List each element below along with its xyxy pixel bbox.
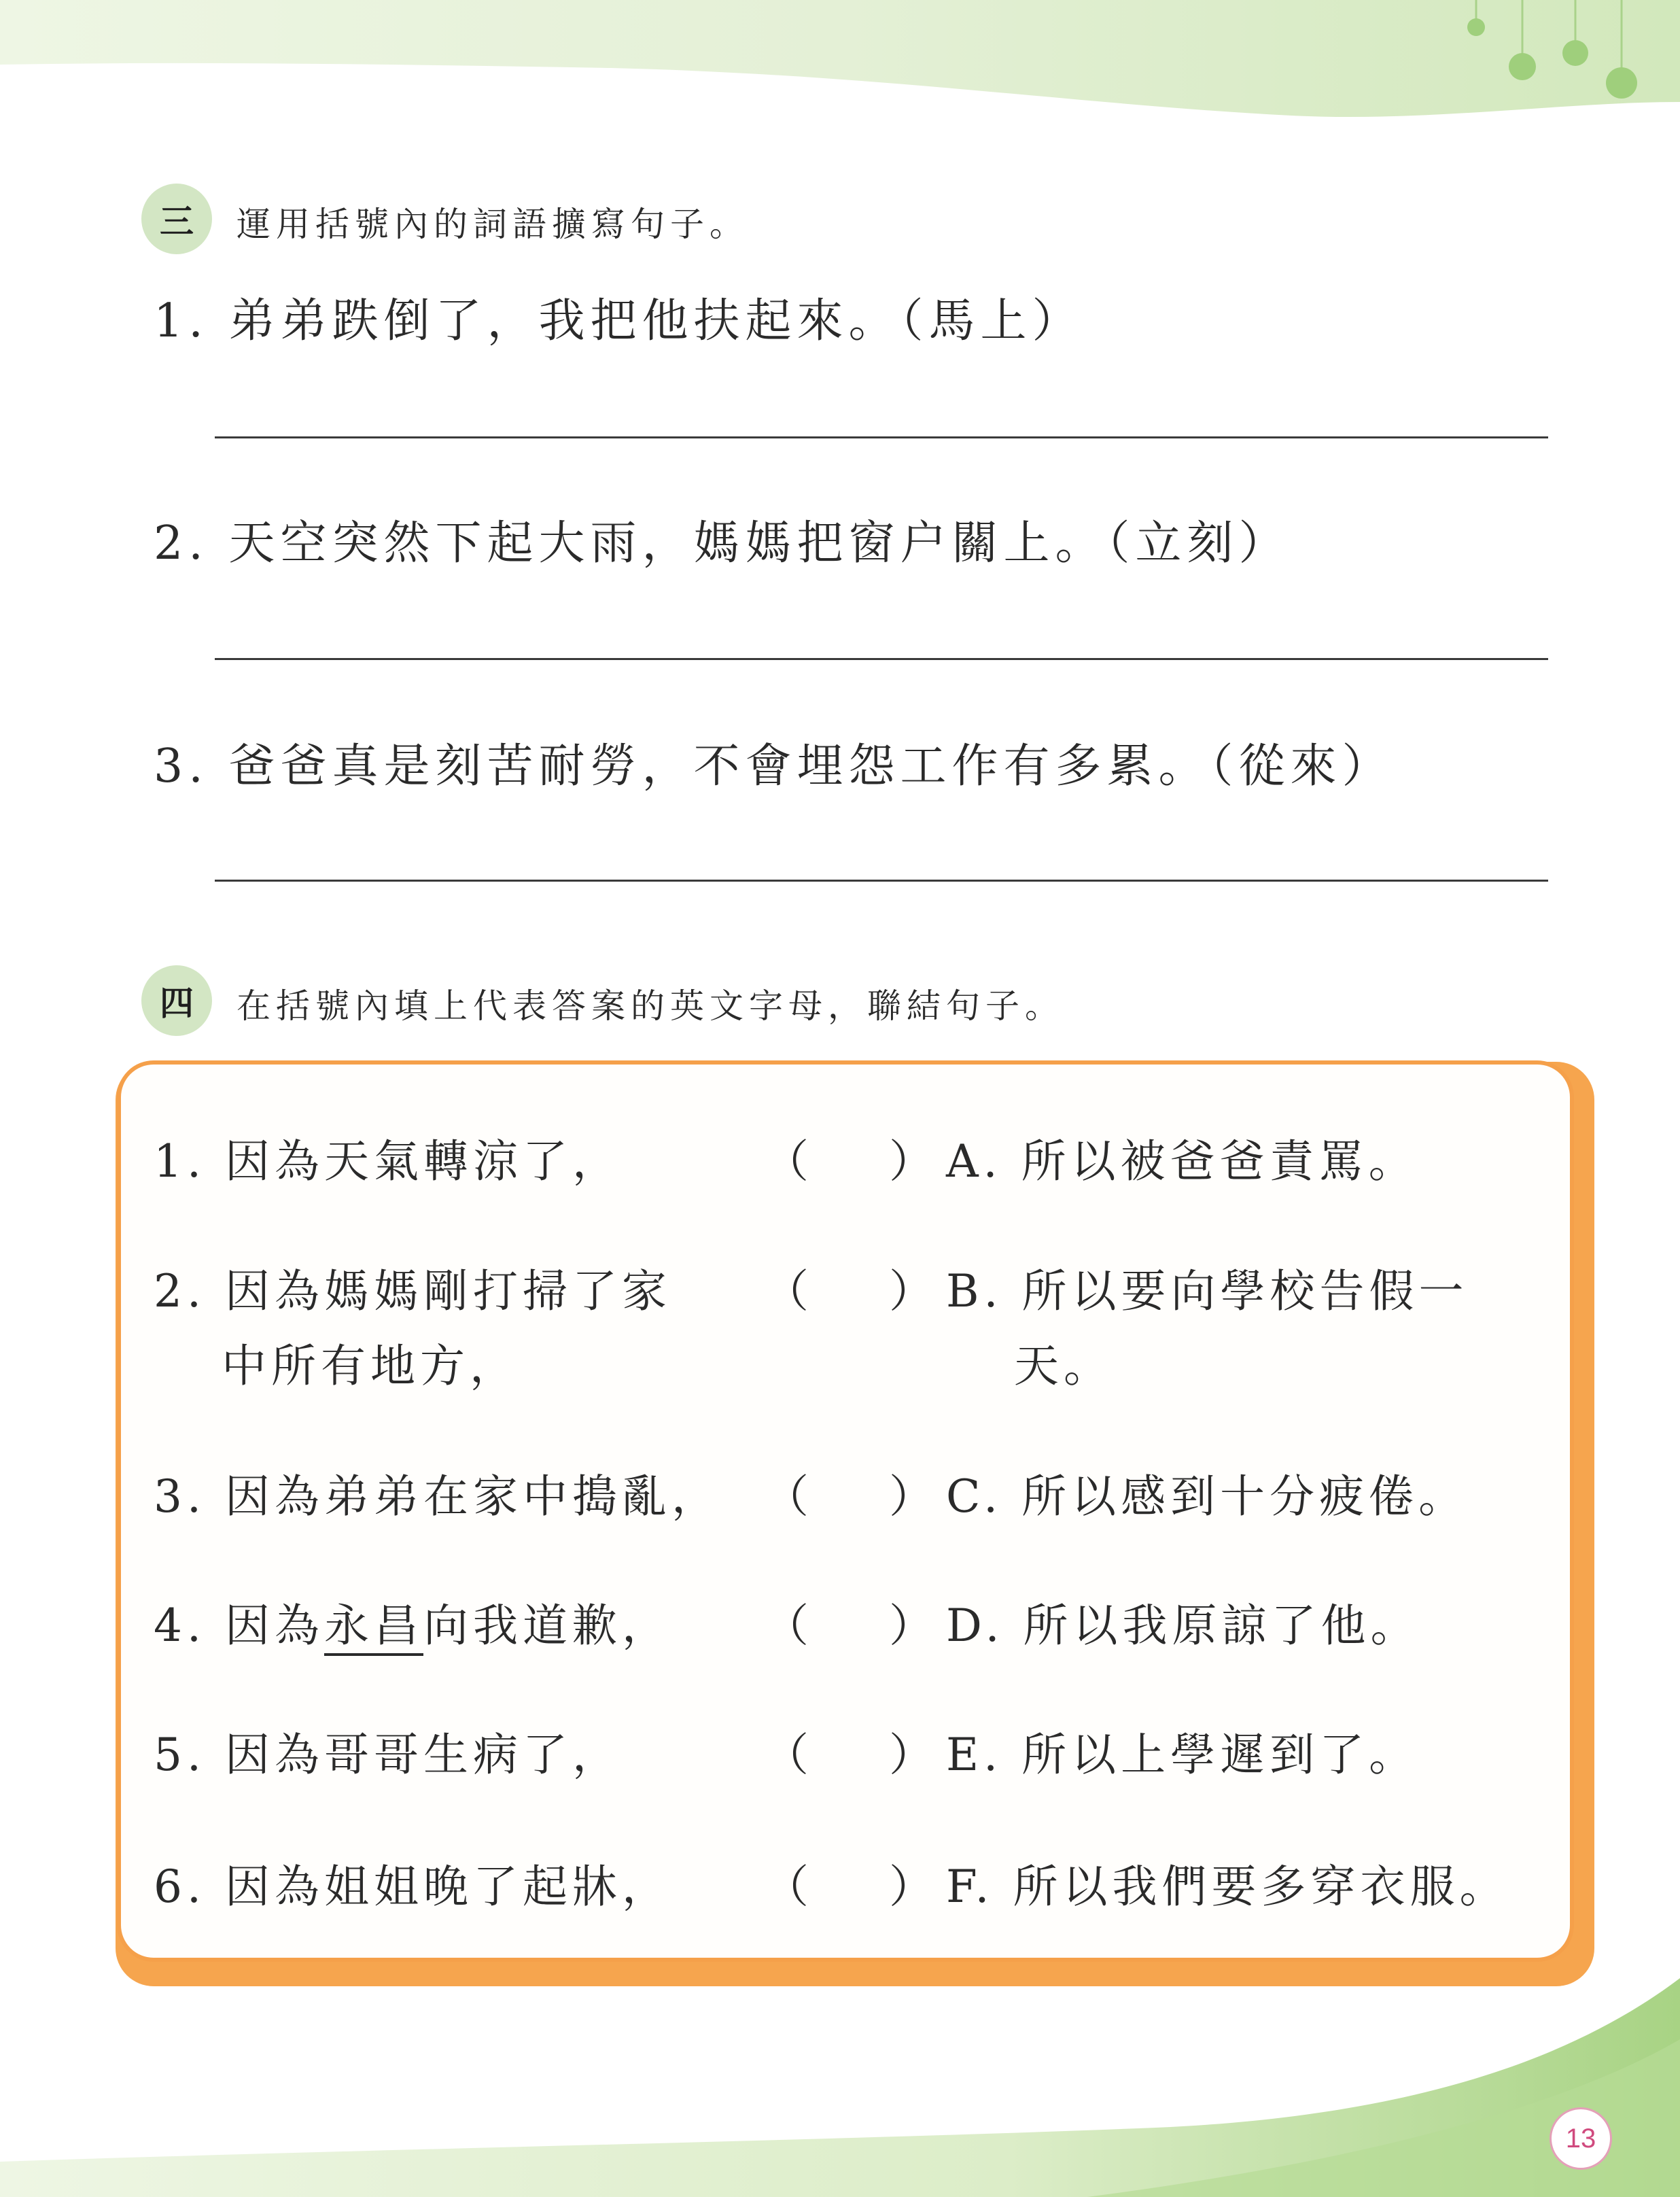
section4-badge: 四 — [141, 965, 212, 1036]
item-text: 因為哥哥生病了， — [224, 1729, 622, 1781]
matching-left-6 — [154, 1850, 671, 1915]
section4-title: 在括號內填上代表答案的英文字母，聯結句子。 — [237, 986, 1064, 1026]
option-letter: D. — [946, 1599, 1004, 1652]
item-number: 3. — [154, 1470, 206, 1523]
answer-blank-4[interactable] — [816, 1587, 883, 1642]
matching-right-B — [946, 1255, 1468, 1319]
option-text: 所以要向學校告假一 — [1021, 1265, 1469, 1317]
section3-title: 運用括號內的詞語擴寫句子。 — [237, 205, 749, 244]
option-letter: B. — [946, 1265, 1003, 1317]
answer-paren-close-3: ） — [889, 1470, 934, 1523]
answer-paren-open-3: （ — [764, 1470, 809, 1523]
matching-right-B-line2: 天。 — [1014, 1340, 1113, 1392]
item-text: 因為弟弟在家中搗亂， — [224, 1470, 721, 1523]
option-text: 所以我原諒了他。 — [1023, 1599, 1420, 1652]
matching-right-A — [946, 1125, 1418, 1190]
top-decoration-band — [0, 0, 1680, 136]
option-text: 所以被爸爸責罵。 — [1021, 1135, 1418, 1188]
matching-right-E — [946, 1718, 1418, 1783]
answer-blank-3[interactable] — [816, 1458, 883, 1512]
answer-paren-open-6: （ — [764, 1861, 809, 1913]
item-text: 因為媽媽剛打掃了家 — [224, 1265, 671, 1317]
answer-blank-5[interactable] — [816, 1716, 883, 1771]
proper-name: 永昌 — [324, 1599, 423, 1656]
bead-icon — [1562, 40, 1588, 66]
answer-line-3[interactable] — [215, 880, 1548, 882]
question-number: 1. — [154, 294, 209, 348]
question-text: 弟弟跌倒了，我把他扶起來。（馬上） — [228, 294, 1084, 348]
answer-line-1[interactable] — [215, 436, 1548, 438]
question-1 — [154, 284, 1084, 350]
answer-paren-open-4: （ — [764, 1599, 809, 1652]
answer-paren-open-2: （ — [764, 1265, 809, 1317]
question-text: 天空突然下起大雨，媽媽把窗户關上。（立刻） — [228, 517, 1291, 570]
matching-right-D — [946, 1589, 1420, 1654]
bottom-decoration-band — [0, 1958, 1680, 2197]
answer-blank-2[interactable] — [816, 1253, 883, 1307]
matching-left-1 — [154, 1125, 622, 1190]
question-2 — [154, 506, 1291, 572]
answer-paren-open-1: （ — [764, 1135, 809, 1188]
answer-blank-6[interactable] — [816, 1848, 883, 1903]
item-number: 5. — [154, 1729, 206, 1781]
bead-icon — [1606, 67, 1637, 99]
answer-paren-close-6: ） — [889, 1861, 934, 1913]
option-text: 所以感到十分疲倦。 — [1021, 1470, 1469, 1523]
bead-icon — [1509, 53, 1536, 80]
answer-paren-close-4: ） — [889, 1599, 934, 1652]
answer-blank-1[interactable] — [816, 1123, 883, 1177]
matching-left-4 — [154, 1589, 671, 1654]
item-text: 因為天氣轉涼了， — [224, 1135, 622, 1188]
matching-left-2-line2: 中所有地方， — [222, 1340, 519, 1392]
item-text: 因為姐姐晚了起牀， — [224, 1861, 671, 1913]
item-text: 向我道歉， — [423, 1599, 671, 1652]
matching-left-2 — [154, 1255, 671, 1319]
question-number: 3. — [154, 740, 209, 793]
item-number: 1. — [154, 1135, 206, 1188]
section3-badge: 三 — [141, 184, 212, 254]
question-number: 2. — [154, 517, 209, 570]
item-text: 因為 — [224, 1599, 324, 1652]
page-number: 13 — [1550, 2107, 1612, 2170]
matching-right-C — [946, 1460, 1468, 1525]
option-letter: C. — [946, 1470, 1003, 1523]
answer-paren-close-5: ） — [889, 1729, 934, 1781]
question-3 — [154, 729, 1394, 795]
item-number: 6. — [154, 1861, 206, 1913]
question-text: 爸爸真是刻苦耐勞，不會埋怨工作有多累。（從來） — [228, 740, 1394, 793]
answer-line-2[interactable] — [215, 658, 1548, 660]
matching-left-5 — [154, 1718, 622, 1783]
item-number: 4. — [154, 1599, 206, 1652]
option-letter: E. — [946, 1729, 1003, 1781]
option-text: 所以我們要多穿衣服。 — [1013, 1861, 1509, 1913]
matching-right-F — [946, 1850, 1509, 1915]
item-number: 2. — [154, 1265, 206, 1317]
matching-left-3 — [154, 1460, 721, 1525]
answer-paren-open-5: （ — [764, 1729, 809, 1781]
option-text: 所以上學遲到了。 — [1021, 1729, 1419, 1781]
answer-paren-close-1: ） — [889, 1135, 934, 1188]
answer-paren-close-2: ） — [889, 1265, 934, 1317]
option-letter: F. — [946, 1861, 994, 1913]
bead-icon — [1467, 18, 1485, 36]
option-letter: A. — [946, 1135, 1002, 1188]
